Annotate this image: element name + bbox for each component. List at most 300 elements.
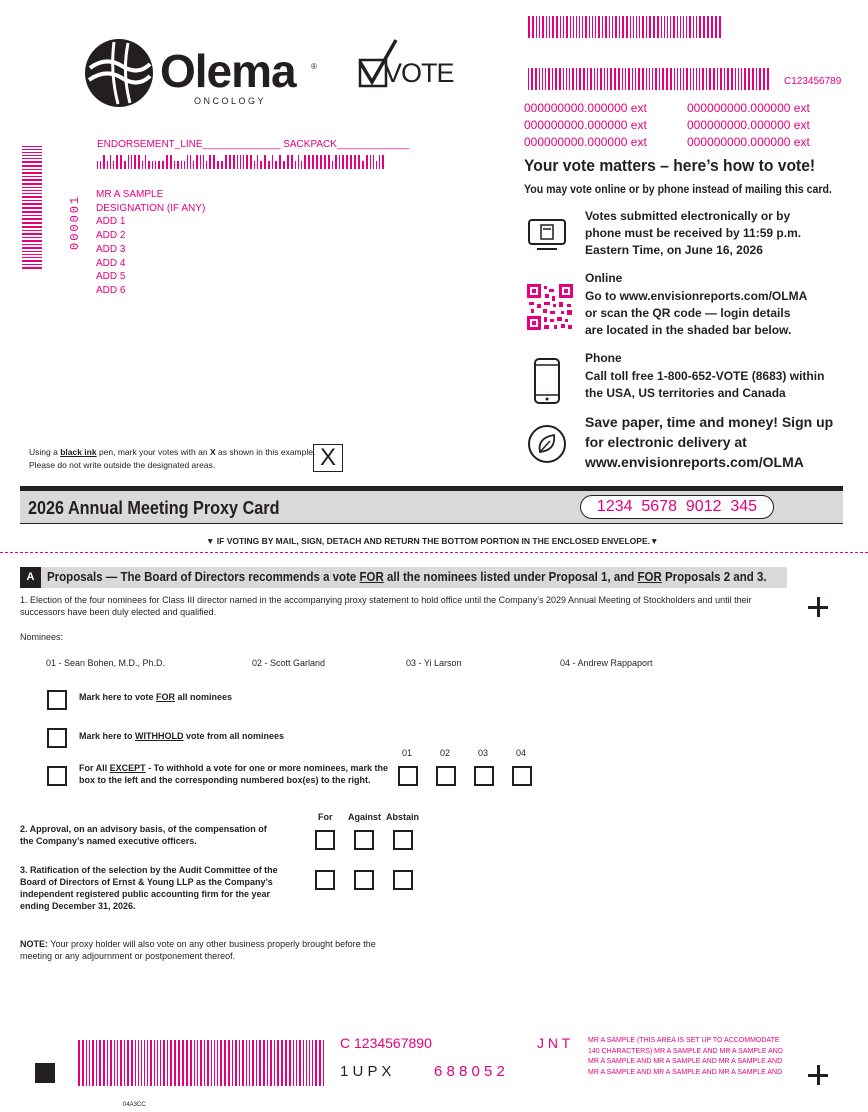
address-line: ADD 3 (96, 243, 126, 255)
barcode-bar (22, 244, 42, 245)
barcode-bar (22, 254, 42, 255)
barcode-bar (628, 68, 630, 90)
barcode-bar (763, 68, 765, 90)
barcode-bar (158, 161, 160, 169)
nominee-02-checkbox[interactable] (436, 766, 456, 786)
barcode-bar (552, 16, 554, 38)
logo-subtitle: ONCOLOGY (194, 96, 267, 106)
monitor-icon (527, 218, 567, 252)
barcode-bar (604, 68, 605, 90)
barcode-bar (382, 155, 384, 169)
barcode-bar (141, 1040, 142, 1086)
barcode-bar (655, 68, 657, 90)
barcode-bar (277, 1040, 279, 1086)
nominees-label: Nominees: (20, 632, 64, 642)
footer-barcode (78, 1040, 326, 1086)
barcode-bar (602, 16, 603, 38)
barcode-bar (752, 68, 754, 90)
barcode-bar (531, 68, 533, 90)
barcode-bar (542, 16, 544, 38)
ext-value: 000000000.000000 ext (687, 118, 810, 132)
side-barcode (22, 146, 42, 294)
barcode-bar (22, 207, 42, 209)
barcode-bar (190, 1040, 192, 1086)
barcode-bar (148, 161, 150, 169)
top-barcode-2 (528, 68, 772, 90)
barcode-bar (680, 16, 681, 38)
barcode-bar (152, 161, 153, 169)
barcode-bar (22, 172, 42, 174)
barcode-bar (213, 155, 215, 169)
barcode-bar (379, 155, 380, 169)
olema-logo (84, 38, 324, 108)
barcode-bar (350, 155, 352, 169)
barcode-bar (683, 16, 684, 38)
proposal-1-text: 1. Election of the four nominees for Class III director named in the accompanying proxy statement to hold office until the Company’s 2029 Annual Meeting of Stockholders and until their successors have been duly elected and qualified. (20, 595, 752, 617)
barcode-bar (22, 240, 42, 242)
barcode-bar (619, 16, 620, 38)
vote-text: VOTE (384, 58, 454, 88)
barcode-bar (552, 68, 553, 90)
barcode-bar (576, 68, 577, 90)
plus-mark-icon (808, 597, 828, 617)
barcode-bar (312, 155, 314, 169)
barcode-bar (653, 16, 655, 38)
barcode-bar (622, 68, 623, 90)
barcode-bar (263, 1040, 265, 1086)
barcode-bar (217, 161, 219, 169)
barcode-bar (184, 161, 185, 169)
barcode-bar (107, 161, 108, 169)
barcode-bar (22, 187, 42, 188)
withhold-all-label: Mark here to WITHHOLD vote from all nominees (79, 731, 285, 741)
ink-instructions (29, 446, 315, 472)
barcode-bar (110, 1040, 112, 1086)
barcode-bar (696, 16, 697, 38)
barcode-bar (315, 1040, 317, 1086)
barcode-bar (735, 68, 736, 90)
nominee-04-checkbox[interactable] (512, 766, 532, 786)
proposal-3-abstain-checkbox[interactable] (393, 870, 413, 890)
barcode-bar (536, 16, 537, 38)
barcode-bar (535, 68, 537, 90)
barcode-bar (264, 155, 266, 169)
barcode-bar (170, 1040, 172, 1086)
section-letter: A (20, 567, 41, 588)
address-line: ADD 1 (96, 216, 126, 228)
barcode-bar (724, 68, 725, 90)
barcode-bar (272, 155, 273, 169)
barcode-bar (594, 68, 595, 90)
col-header-against: Against (348, 812, 382, 822)
barcode-bar (113, 161, 114, 169)
barcode-bar (605, 16, 607, 38)
barcode-bar (607, 68, 608, 90)
barcode-bar (298, 155, 299, 169)
ext-grid (524, 100, 824, 151)
barcode-bar (155, 161, 156, 169)
barcode-bar (563, 16, 564, 38)
barcode-bar (633, 16, 634, 38)
barcode-bar (583, 68, 585, 90)
barcode-bar (699, 68, 700, 90)
barcode-bar (636, 16, 637, 38)
detach-instruction: ▼ IF VOTING BY MAIL, SIGN, DETACH AND RETURN THE BOTTOM PORTION IN THE ENCLOSED ENVELOPE.▼ (206, 536, 659, 546)
barcode-bar (22, 251, 42, 252)
barcode-bar (626, 16, 628, 38)
barcode-bar (209, 155, 211, 169)
barcode-bar (232, 1040, 233, 1086)
barcode-bar (268, 161, 270, 169)
barcode-bar (677, 16, 678, 38)
barcode-bar (131, 1040, 133, 1086)
barcode-bar (717, 68, 718, 90)
barcode-bar (590, 68, 592, 90)
address-line: ADD 5 (96, 271, 126, 283)
barcode-bar (312, 1040, 313, 1086)
ext-value: 000000000.000000 ext (524, 101, 647, 115)
barcode-bar (22, 237, 42, 238)
barcode-bar (652, 68, 653, 90)
barcode-bar (702, 68, 704, 90)
instruction-line: Please do not write outside the designated areas. (29, 460, 216, 470)
address-line: ADD 4 (96, 257, 126, 269)
online-title: Online (585, 271, 623, 285)
vote-for-all-checkbox[interactable] (47, 690, 67, 710)
card-title: 2026 Annual Meeting Proxy Card (28, 498, 280, 518)
barcode-bar (117, 1040, 118, 1086)
barcode-bar (324, 155, 326, 169)
barcode-bar (610, 68, 612, 90)
barcode-bar (270, 1040, 272, 1086)
barcode-bar (22, 149, 42, 150)
barcode-bar (78, 1040, 80, 1086)
barcode-bar (328, 155, 330, 169)
barcode-bar (291, 155, 293, 169)
barcode-bar (612, 16, 613, 38)
barcode-bar (224, 1040, 226, 1086)
barcode-bar (193, 161, 194, 169)
barcode-bar (214, 1040, 215, 1086)
barcode-bar (686, 16, 687, 38)
barcode-bar (664, 16, 665, 38)
proposal-2-abstain-checkbox[interactable] (393, 830, 413, 850)
nominee-03: 03 - Yi Larson (406, 658, 462, 668)
barcode-bar (566, 68, 567, 90)
footer-code: 04A3CC (123, 1102, 146, 1108)
barcode-bar (97, 161, 98, 169)
paper-text: Save paper, time and money! Sign up for electronic delivery at www.envisionreports.com/OLMA (585, 414, 834, 470)
address-line: DESIGNATION (IF ANY) (96, 202, 206, 214)
barcode-bar (110, 155, 111, 169)
barcode-bar (181, 161, 182, 169)
barcode-bar (82, 1040, 84, 1086)
barcode-bar (100, 161, 101, 169)
barcode-bar (332, 161, 333, 169)
barcode-bar (239, 1040, 240, 1086)
barcode-bar (615, 16, 617, 38)
barcode-bar (150, 1040, 152, 1086)
barcode-bar (674, 68, 675, 90)
barcode-bar (89, 1040, 90, 1086)
barcode-bar (138, 155, 140, 169)
phone-text: Call toll free 1-800-652-VOTE (8683) within the USA, US territories and Canada (585, 369, 825, 400)
proposal-2-text: 2. Approval, on an advisory basis, of the compensation of the Company’s named executive officers. (20, 824, 267, 846)
barcode-bar (206, 161, 207, 169)
section-a-header (20, 567, 787, 588)
proposal-2-against-checkbox[interactable] (354, 830, 374, 850)
proposal-3-against-checkbox[interactable] (354, 870, 374, 890)
barcode-bar (142, 161, 143, 169)
barcode-bar (295, 161, 296, 169)
logo-tm: ® (311, 62, 317, 71)
card-code: 1234 5678 9012 345 (580, 495, 774, 519)
barcode-bar (646, 68, 647, 90)
barcode-bar (342, 155, 344, 169)
address-barcode (97, 155, 387, 169)
barcode-bar (528, 68, 529, 90)
barcode-bar (96, 1040, 97, 1086)
barcode-bar (346, 155, 348, 169)
for-all-except-checkbox[interactable] (47, 766, 67, 786)
barcode-bar (635, 68, 636, 90)
example-mark-box (313, 444, 343, 472)
barcode-bar (670, 68, 672, 90)
vote-for-all-label: Mark here to vote FOR all nominees (79, 692, 233, 702)
proposal-3-text: 3. Ratification of the selection by the Audit Committee of the Board of Directors of Ernst & Young LLP as the Company’s independent registered public accounting firm for the year ending December 31, 2026. (20, 865, 278, 911)
barcode-bar (237, 155, 238, 169)
barcode-bar (225, 155, 227, 169)
barcode-bar (296, 1040, 297, 1086)
address-line: MR A SAMPLE (96, 189, 164, 200)
barcode-bar (662, 68, 664, 90)
barcode-bar (362, 161, 364, 169)
barcode-bar (124, 161, 126, 169)
qr-code-icon (527, 284, 573, 330)
barcode-bar (592, 16, 593, 38)
barcode-bar (160, 1040, 161, 1086)
barcode-bar (157, 1040, 158, 1086)
barcode-bar (22, 179, 42, 181)
barcode-bar (320, 155, 322, 169)
address-block (96, 188, 205, 298)
barcode-bar (186, 1040, 188, 1086)
barcode-bar (228, 1040, 230, 1086)
barcode-bar (545, 68, 546, 90)
footer-sample-text: MR A SAMPLE (THIS AREA IS SET UP TO ACCOMMODATE 140 CHARACTERS) MR A SAMPLE AND MR A SAMPLE AND MR A SAMPLE AND MR A SAMPLE AND MR A SAMPLE AND MR A SAMPLE AND MR A SAMPLE AND MR A SAMPLE AND (588, 1037, 783, 1076)
barcode-bar (220, 1040, 222, 1086)
barcode-bar (614, 68, 616, 90)
barcode-bar (677, 68, 678, 90)
nominee-03-checkbox[interactable] (474, 766, 494, 786)
barcode-bar (92, 1040, 94, 1086)
barcode-bar (306, 1040, 307, 1086)
barcode-bar (187, 155, 188, 169)
barcode-bar (99, 1040, 101, 1086)
nominee-box-number: 03 (478, 748, 489, 758)
barcode-bar (556, 16, 558, 38)
barcode-bar (319, 1040, 321, 1086)
barcode-bar (22, 158, 42, 159)
barcode-bar (683, 68, 684, 90)
barcode-bar (127, 1040, 129, 1086)
nominee-01-checkbox[interactable] (398, 766, 418, 786)
instruction-line: Using a black ink pen, mark your votes with an X as shown in this example. (29, 447, 316, 457)
barcode-bar (680, 68, 681, 90)
barcode-bar (170, 155, 172, 169)
barcode-bar (576, 16, 577, 38)
barcode-bar (661, 16, 662, 38)
barcode-bar (579, 68, 581, 90)
barcode-bar (246, 1040, 247, 1086)
barcode-bar (163, 1040, 165, 1086)
barcode-bar (579, 16, 580, 38)
ext-value: 000000000.000000 ext (524, 135, 647, 149)
address-line: ADD 2 (96, 230, 126, 242)
proposal-3-for-checkbox[interactable] (315, 870, 335, 890)
barcode-bar (589, 16, 590, 38)
barcode-bar (727, 68, 729, 90)
barcode-bar (622, 16, 624, 38)
barcode-bar (107, 1040, 108, 1086)
barcode-bar (316, 155, 318, 169)
barcode-bar (609, 16, 610, 38)
barcode-bar (131, 155, 132, 169)
barcode-bar (22, 190, 42, 191)
barcode-bar (204, 1040, 205, 1086)
scan-id: C123456789 (784, 76, 842, 87)
barcode-bar (116, 155, 118, 169)
barcode-bar (256, 1040, 257, 1086)
barcode-bar (103, 155, 105, 169)
barcode-bar (693, 16, 694, 38)
barcode-bar (731, 68, 733, 90)
barcode-bar (585, 16, 587, 38)
proposal-2-for-checkbox[interactable] (315, 830, 335, 850)
barcode-bar (555, 68, 557, 90)
nominee-box-number: 02 (440, 748, 451, 758)
barcode-bar (22, 152, 42, 153)
barcode-bar (22, 257, 42, 258)
ext-value: 000000000.000000 ext (524, 118, 647, 132)
barcode-bar (250, 155, 252, 169)
col-header-abstain: Abstain (386, 812, 420, 822)
barcode-bar (124, 1040, 125, 1086)
barcode-bar (243, 155, 244, 169)
proxy-note: NOTE: Your proxy holder will also vote on any other business properly brought before the meeting or any adjournment or postponement thereof. (20, 939, 376, 961)
barcode-bar (370, 155, 371, 169)
barcode-bar (162, 161, 164, 169)
barcode-bar (22, 193, 42, 194)
barcode-bar (542, 68, 543, 90)
barcode-bar (639, 16, 640, 38)
barcode-bar (259, 1040, 261, 1086)
nominee-box-number: 01 (402, 748, 413, 758)
barcode-bar (283, 161, 285, 169)
barcode-bar (744, 68, 746, 90)
for-all-except-label: For All EXCEPT - To withhold a vote for one or more nominees, mark the box to the left and the corresponding numbered box(es) to the right. (79, 763, 389, 785)
card-title-bar (20, 486, 843, 524)
barcode-bar (114, 1040, 115, 1086)
barcode-bar (709, 68, 711, 90)
barcode-bar (719, 16, 721, 38)
barcode-bar (211, 1040, 212, 1086)
barcode-bar (120, 1040, 122, 1086)
barcode-bar (200, 155, 201, 169)
barcode-bar (532, 16, 534, 38)
barcode-bar (625, 68, 626, 90)
vote-mark (358, 38, 454, 92)
barcode-bar (103, 1040, 105, 1086)
barcode-bar (659, 68, 660, 90)
barcode-bar (22, 233, 42, 235)
barcode-bar (279, 155, 281, 169)
barcode-bar (646, 16, 647, 38)
barcode-bar (642, 68, 644, 90)
online-text: Go to www.envisionreports.com/OLMA or scan the QR code — login details are located in the shaded bar below. (585, 289, 807, 337)
plus-mark-icon (808, 1065, 828, 1085)
barcode-bar (649, 68, 650, 90)
vote-subhead: You may vote online or by phone instead of mailing this card. (524, 182, 832, 196)
barcode-bar (693, 68, 694, 90)
barcode-bar (128, 155, 129, 169)
barcode-bar (257, 155, 258, 169)
footer-jnt: J N T (537, 1035, 571, 1051)
barcode-bar (254, 161, 255, 169)
barcode-bar (738, 68, 739, 90)
barcode-bar (285, 1040, 287, 1086)
barcode-bar (22, 200, 42, 201)
barcode-bar (642, 16, 644, 38)
barcode-bar (22, 183, 42, 185)
barcode-bar (638, 68, 640, 90)
barcode-bar (252, 1040, 254, 1086)
barcode-bar (196, 155, 198, 169)
barcode-bar (166, 155, 168, 169)
barcode-bar (323, 1040, 324, 1086)
barcode-bar (177, 161, 179, 169)
barcode-bar (309, 1040, 310, 1086)
example-x: X (319, 444, 336, 471)
nominee-01: 01 - Sean Bohen, M.D., Ph.D. (46, 658, 166, 668)
barcode-bar (673, 16, 675, 38)
leaf-icon (527, 424, 567, 464)
barcode-bar (528, 16, 530, 38)
barcode-bar (22, 230, 42, 231)
barcode-bar (22, 215, 42, 216)
barcode-bar (233, 155, 235, 169)
barcode-bar (22, 155, 42, 156)
top-barcode-1 (528, 16, 724, 38)
barcode-bar (22, 169, 42, 170)
barcode-bar (22, 165, 42, 167)
barcode-bar (167, 1040, 168, 1086)
barcode-bar (147, 1040, 148, 1086)
barcode-bar (335, 155, 337, 169)
address-line: ADD 6 (96, 284, 126, 296)
barcode-bar (22, 247, 42, 249)
barcode-bar (229, 155, 231, 169)
barcode-bar (275, 161, 277, 169)
barcode-bar (22, 196, 42, 198)
barcode-bar (657, 16, 659, 38)
perforation-line (0, 552, 868, 553)
barcode-bar (563, 68, 564, 90)
withhold-all-checkbox[interactable] (47, 728, 67, 748)
logo-name: Olema (160, 45, 296, 97)
barcode-bar (548, 68, 550, 90)
barcode-bar (249, 1040, 250, 1086)
